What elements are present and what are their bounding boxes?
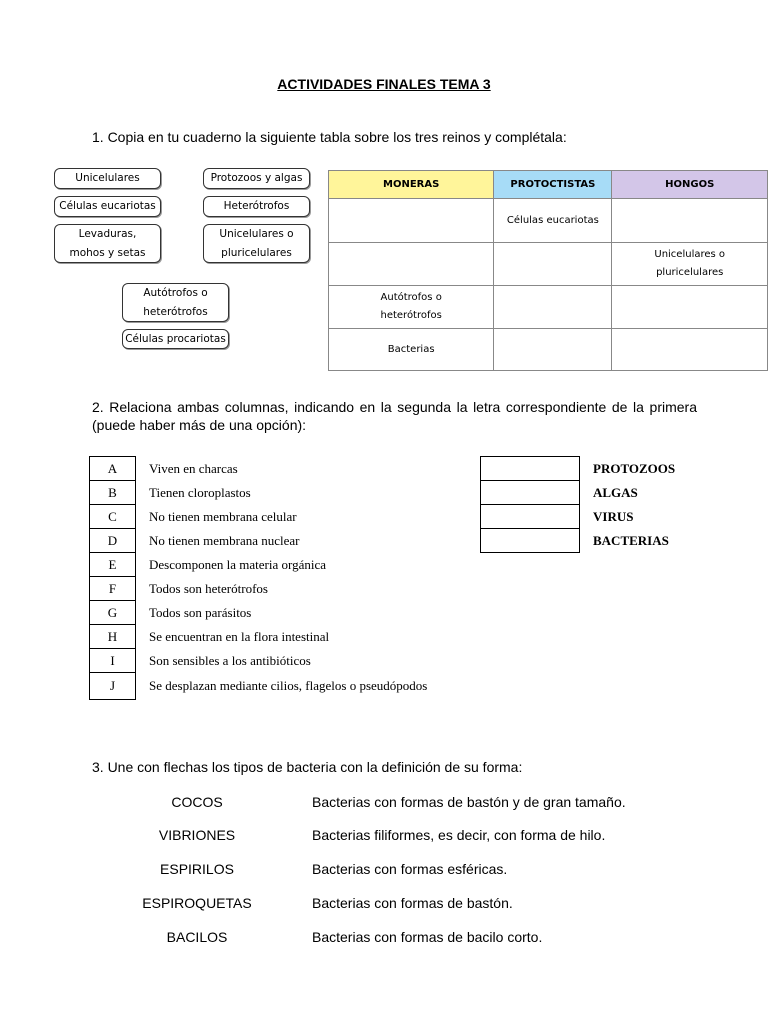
word-box-protozoos-algas: Protozoos y algas xyxy=(203,168,310,189)
table-row xyxy=(90,601,428,625)
letter-cell: G xyxy=(90,601,136,625)
answer-box[interactable] xyxy=(481,529,580,553)
statement-text: Son sensibles a los antibióticos xyxy=(149,652,311,668)
statement-text: Descomponen la materia orgánica xyxy=(149,556,326,572)
word-box-heterotrofos: Heterótrofos xyxy=(203,196,310,217)
bacteria-type: COCOS xyxy=(171,794,223,810)
table-cell xyxy=(612,329,768,371)
table-cell: Células eucariotas xyxy=(494,199,612,243)
letter-cell: H xyxy=(90,625,136,649)
letter-cell: A xyxy=(90,457,136,481)
statement-text: No tienen membrana celular xyxy=(149,508,297,524)
kingdoms-table xyxy=(328,170,768,371)
table-cell xyxy=(494,329,612,371)
table-cell xyxy=(494,243,612,286)
table-row xyxy=(481,505,676,529)
letter-cell: D xyxy=(90,529,136,553)
word-box-autotrofos-heterotrofos: Autótrofos o heterótrofos xyxy=(122,283,229,322)
table-row xyxy=(90,457,428,481)
table-row xyxy=(90,577,428,601)
word-box-unicelulares-pluricelulares: Unicelulares o pluricelulares xyxy=(203,224,310,263)
table-row xyxy=(90,625,428,649)
table-cell xyxy=(329,243,494,286)
table-cell: Autótrofos o heterótrofos xyxy=(329,286,494,329)
bacteria-type: ESPIRILOS xyxy=(160,861,234,877)
word-box-celulas-eucariotas: Células eucariotas xyxy=(54,196,161,217)
bacteria-definition: Bacterias con formas de bastón. xyxy=(312,895,513,911)
table-row xyxy=(90,649,428,673)
statement-text: Viven en charcas xyxy=(149,460,238,476)
answer-box[interactable] xyxy=(481,481,580,505)
word-box-levaduras: Levaduras, mohos y setas xyxy=(54,224,161,263)
group-name: VIRUS xyxy=(593,508,634,524)
table-row xyxy=(90,673,428,700)
header-moneras: MONERAS xyxy=(329,171,494,199)
statement-text: Todos son heterótrofos xyxy=(149,580,268,596)
letter-cell: E xyxy=(90,553,136,577)
question-2-label: 2. Relaciona ambas columnas, indicando en la segunda la letra correspondiente de la primera (puede haber más de una opción): xyxy=(92,399,697,433)
table-row xyxy=(90,505,428,529)
page-title: ACTIVIDADES FINALES TEMA 3 xyxy=(277,76,491,92)
bacteria-definition: Bacterias con formas esféricas. xyxy=(312,861,508,877)
statement-text: Se desplazan mediante cilios, flagelos o pseudópodos xyxy=(149,678,428,693)
letter-cell: I xyxy=(90,649,136,673)
bacteria-type: VIBRIONES xyxy=(158,827,236,843)
letter-cell: B xyxy=(90,481,136,505)
statement-text: No tienen membrana nuclear xyxy=(149,532,300,548)
group-name: PROTOZOOS xyxy=(593,460,676,476)
statement-text: Todos son parásitos xyxy=(149,604,252,620)
table-cell xyxy=(612,199,768,243)
groups-table xyxy=(480,456,676,553)
table-row xyxy=(481,457,676,481)
answer-box[interactable] xyxy=(481,505,580,529)
bacteria-type: BACILOS xyxy=(166,929,228,945)
letter-cell: C xyxy=(90,505,136,529)
question-1-text: 1. Copia en tu cuaderno la siguiente tabla sobre los tres reinos y complétala: xyxy=(92,129,567,145)
statement-text: Tienen cloroplastos xyxy=(149,484,251,500)
bacteria-definition: Bacterias filiformes, es decir, con forma de hilo. xyxy=(312,827,606,843)
table-cell xyxy=(494,286,612,329)
bacteria-type: ESPIROQUETAS xyxy=(142,895,252,911)
group-name: ALGAS xyxy=(593,484,638,500)
letter-cell: F xyxy=(90,577,136,601)
table-row xyxy=(90,529,428,553)
question-2-text xyxy=(92,398,697,434)
table-row xyxy=(481,529,676,553)
bacteria-definition: Bacterias con formas de bacilo corto. xyxy=(312,929,543,945)
word-box-unicelulares: Unicelulares xyxy=(54,168,161,189)
table-row xyxy=(481,481,676,505)
table-cell: Bacterias xyxy=(329,329,494,371)
word-box-celulas-procariotas: Células procariotas xyxy=(122,329,229,349)
table-row xyxy=(90,553,428,577)
statement-text: Se encuentran en la flora intestinal xyxy=(149,628,330,644)
header-protoctistas: PROTOCTISTAS xyxy=(494,171,612,199)
group-name: BACTERIAS xyxy=(593,532,669,548)
table-cell xyxy=(612,286,768,329)
letter-cell: J xyxy=(90,673,136,700)
answer-box[interactable] xyxy=(481,457,580,481)
table-row xyxy=(90,481,428,505)
header-hongos: HONGOS xyxy=(612,171,768,199)
letters-table xyxy=(89,456,428,700)
table-cell xyxy=(329,199,494,243)
table-cell: Unicelulares o pluricelulares xyxy=(612,243,768,286)
bacteria-definition: Bacterias con formas de bastón y de gran tamaño. xyxy=(312,794,626,810)
question-3-text: 3. Une con flechas los tipos de bacteria con la definición de su forma: xyxy=(92,759,523,775)
